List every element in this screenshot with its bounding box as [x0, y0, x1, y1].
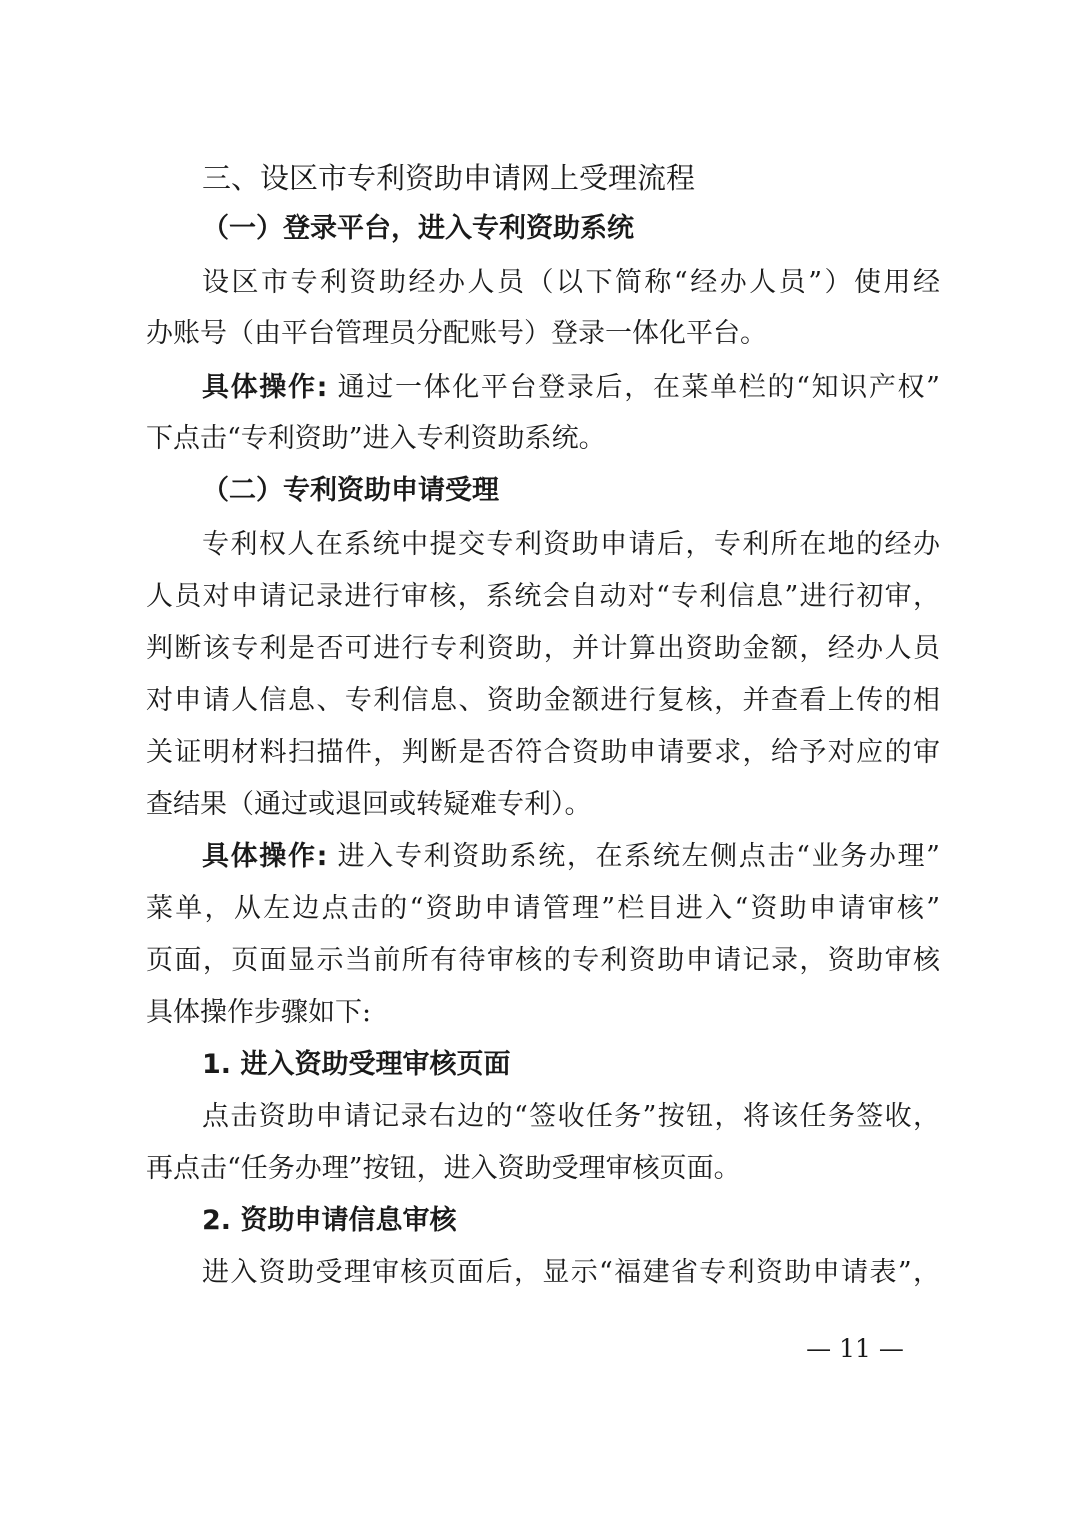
- operation-label: 具体操作:: [202, 372, 328, 403]
- paragraph-line: 查结果（通过或退回或转疑难专利）。: [146, 789, 592, 820]
- paragraph-line: 菜单，从左边点击的“资助申请管理”栏目进入“资助申请审核”: [146, 893, 940, 924]
- paragraph-line: 点击资助申请记录右边的“签收任务”按钮，将该任务签收，: [202, 1101, 940, 1132]
- paragraph-line: 进入资助受理审核页面后，显示“福建省专利资助申请表”，: [202, 1257, 940, 1288]
- subsection-2-heading: （二）专利资助申请受理: [202, 475, 499, 506]
- paragraph-line: 设区市专利资助经办人员（以下简称“经办人员”）使用经: [202, 267, 940, 298]
- step-2-heading: 2. 资助申请信息审核: [202, 1205, 457, 1236]
- paragraph-line: 具体操作步骤如下:: [146, 997, 372, 1028]
- operation-text: 通过一体化平台登录后，在菜单栏的“知识产权”: [327, 372, 940, 403]
- paragraph-line: 再点击“任务办理”按钮，进入资助受理审核页面。: [146, 1153, 741, 1184]
- paragraph-line: 办账号（由平台管理员分配账号）登录一体化平台。: [146, 318, 767, 349]
- operation-text: 进入专利资助系统，在系统左侧点击“业务办理”: [327, 841, 940, 872]
- section-heading: 三、设区市专利资助申请网上受理流程: [202, 162, 696, 194]
- paragraph-line: 页面，页面显示当前所有待审核的专利资助申请记录，资助审核: [146, 945, 940, 976]
- paragraph-line: 对申请人信息、专利信息、资助金额进行复核，并查看上传的相: [146, 685, 940, 716]
- operation-label: 具体操作:: [202, 841, 328, 872]
- paragraph-line: 人员对申请记录进行审核，系统会自动对“专利信息”进行初审，: [146, 581, 940, 612]
- paragraph-line: 判断该专利是否可进行专利资助，并计算出资助金额，经办人员: [146, 633, 940, 664]
- step-1-heading: 1. 进入资助受理审核页面: [202, 1049, 511, 1080]
- subsection-1-heading: （一）登录平台，进入专利资助系统: [202, 213, 634, 244]
- page-number: — 11 —: [806, 1334, 904, 1363]
- paragraph-line: 下点击“专利资助”进入专利资助系统。: [146, 423, 606, 454]
- operation-line: [202, 841, 940, 873]
- paragraph-line: 专利权人在系统中提交专利资助申请后，专利所在地的经办: [202, 529, 940, 560]
- paragraph-line: 关证明材料扫描件，判断是否符合资助申请要求，给予对应的审: [146, 737, 940, 768]
- operation-line: [202, 372, 940, 404]
